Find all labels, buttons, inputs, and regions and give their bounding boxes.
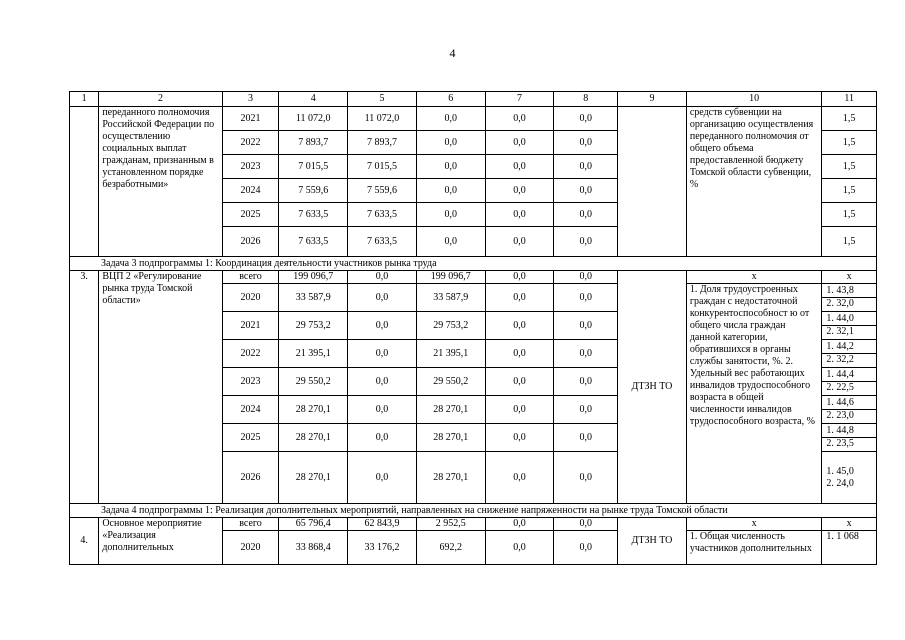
indicator-value [822,312,877,340]
year-cell: 2023 [222,368,279,396]
value-cell: 692,2 [416,531,485,565]
value-cell: 11 072,0 [279,107,348,131]
indicator-value-2: 2. 23,5 [822,437,876,450]
indicator-value [822,424,877,452]
value-cell: 0,0 [485,227,554,257]
value-cell: 28 270,1 [279,396,348,424]
executor-cell: ДТЗН ТО [618,518,687,565]
indicator-value: 1,5 [822,131,877,155]
value-cell: 0,0 [554,227,618,257]
year-cell: 2020 [222,531,279,565]
indicator-cell: средств субвенции на организацию осуществления переданного полномочия от общего объема предоставленной бюджету Томской области субвенции, % [686,107,822,257]
indicator-value: 1,5 [822,155,877,179]
row-number: 4. [70,518,99,565]
value-cell: 0,0 [348,424,417,452]
header-cell: 6 [416,92,485,107]
page-number: 4 [449,46,456,60]
header-cell: 4 [279,92,348,107]
year-cell: 2026 [222,227,279,257]
year-cell: всего [222,518,279,531]
value-cell: 33 868,4 [279,531,348,565]
value-cell: 0,0 [485,312,554,340]
value-cell: 0,0 [348,284,417,312]
indicator-x: x [686,518,822,531]
year-cell: 2024 [222,396,279,424]
year-cell: 2023 [222,155,279,179]
indicator-value-2: 2. 22,5 [822,381,876,394]
value-cell: 0,0 [485,396,554,424]
value-cell: 0,0 [554,396,618,424]
value-cell: 7 633,5 [279,227,348,257]
value-cell: 0,0 [348,312,417,340]
indicator-value-1: 1. 44,2 [826,341,854,352]
value-cell: 0,0 [485,179,554,203]
value-cell: 0,0 [416,155,485,179]
value-cell: 28 270,1 [416,396,485,424]
value-cell: 0,0 [554,271,618,284]
value-cell: 21 395,1 [279,340,348,368]
value-cell: 0,0 [485,452,554,504]
header-cell: 9 [618,92,687,107]
executor-cell: ДТЗН ТО [618,271,687,504]
header-cell: 10 [686,92,822,107]
indicator-value: 1. 1 068 [822,531,877,565]
section-title: Задача 3 подпрограммы 1: Координация деятельности участников рынка труда [70,257,877,271]
indicator-cell: 1. Общая численность участников дополнительных [686,531,822,565]
indicator-cell: 1. Доля трудоустроенных граждан с недостаточной конкурентоспособност ю от общего числа граждан данной категории, обратившихся в органы службы занятости, %. 2. Удельный вес работающих инвалидов трудоспособного возраста в общей численности инвалидов трудоспособного возраста, % [686,284,822,504]
value-cell: 0,0 [485,284,554,312]
activity-name: переданного полномочия Российской Федерации по осуществлению социальных выплат гражданам, признанным в установленном порядке безработными» [99,107,222,257]
indicator-x: x [822,271,877,284]
value-cell: 7 015,5 [279,155,348,179]
value-cell: 0,0 [554,518,618,531]
value-cell: 0,0 [554,107,618,131]
header-cell: 7 [485,92,554,107]
indicator-value-2: 2. 24,0 [826,477,854,489]
value-cell: 0,0 [554,155,618,179]
activity-name: ВЦП 2 «Регулирование рынка труда Томской области» [99,271,222,504]
table-row [70,518,877,531]
value-cell: 7 015,5 [348,155,417,179]
value-cell: 33 587,9 [279,284,348,312]
year-cell: 2025 [222,424,279,452]
value-cell: 7 559,6 [348,179,417,203]
value-cell: 0,0 [485,340,554,368]
indicator-value-1: 1. 44,6 [826,397,854,408]
indicator-value-1: 1. 44,0 [826,313,854,324]
num-cell [70,107,99,257]
value-cell: 29 753,2 [416,312,485,340]
value-cell: 0,0 [554,531,618,565]
value-cell: 0,0 [348,396,417,424]
value-cell: 0,0 [348,271,417,284]
value-cell: 0,0 [554,424,618,452]
value-cell: 0,0 [416,107,485,131]
value-cell: 0,0 [554,340,618,368]
row-number: 3. [70,271,99,504]
value-cell: 0,0 [485,107,554,131]
indicator-value [822,396,877,424]
value-cell: 33 587,9 [416,284,485,312]
value-cell: 0,0 [416,227,485,257]
budget-table [69,91,877,565]
value-cell: 0,0 [485,131,554,155]
value-cell: 0,0 [485,518,554,531]
header-cell: 11 [822,92,877,107]
header-cell: 1 [70,92,99,107]
section-row [70,257,877,271]
value-cell: 0,0 [554,179,618,203]
indicator-value [822,452,877,504]
value-cell: 21 395,1 [416,340,485,368]
value-cell: 62 843,9 [348,518,417,531]
indicator-value: 1,5 [822,203,877,227]
table-row [70,107,877,131]
indicator-value [822,284,877,312]
indicator-value-1: 1. 44,8 [826,425,854,436]
value-cell: 7 633,5 [348,203,417,227]
year-cell: 2021 [222,107,279,131]
value-cell: 29 550,2 [416,368,485,396]
value-cell: 28 270,1 [279,424,348,452]
indicator-value-2: 2. 32,1 [822,325,876,338]
indicator-value-2: 2. 32,2 [822,353,876,366]
indicator-value: 1,5 [822,107,877,131]
value-cell: 0,0 [416,131,485,155]
executor-cell [618,107,687,257]
indicator-x: x [686,271,822,284]
value-cell: 0,0 [554,312,618,340]
value-cell: 0,0 [554,368,618,396]
value-cell: 0,0 [485,155,554,179]
value-cell: 33 176,2 [348,531,417,565]
year-cell: 2024 [222,179,279,203]
value-cell: 11 072,0 [348,107,417,131]
value-cell: 2 952,5 [416,518,485,531]
value-cell: 28 270,1 [416,424,485,452]
value-cell: 0,0 [348,452,417,504]
value-cell: 0,0 [416,179,485,203]
year-cell: 2022 [222,340,279,368]
year-cell: 2020 [222,284,279,312]
table-row [70,271,877,284]
header-row [70,92,877,107]
value-cell: 0,0 [348,368,417,396]
value-cell: 0,0 [554,452,618,504]
value-cell: 28 270,1 [416,452,485,504]
indicator-value-1: 1. 45,0 [826,465,854,477]
value-cell: 7 559,6 [279,179,348,203]
value-cell: 0,0 [554,203,618,227]
section-title: Задача 4 подпрограммы 1: Реализация дополнительных мероприятий, направленных на снижение напряженности на рынке труда Томской области [70,504,877,518]
year-cell: 2022 [222,131,279,155]
header-cell: 8 [554,92,618,107]
value-cell: 7 633,5 [279,203,348,227]
value-cell: 0,0 [554,131,618,155]
value-cell: 0,0 [416,203,485,227]
indicator-value [822,368,877,396]
value-cell: 7 893,7 [279,131,348,155]
value-cell: 199 096,7 [279,271,348,284]
indicator-x: x [822,518,877,531]
value-cell: 65 796,4 [279,518,348,531]
indicator-value-1: 1. 44,4 [826,369,854,380]
header-cell: 2 [99,92,222,107]
year-cell: 2021 [222,312,279,340]
value-cell: 28 270,1 [279,452,348,504]
indicator-value: 1,5 [822,179,877,203]
indicator-value [822,340,877,368]
activity-name: Основное мероприятие «Реализация дополнительных [99,518,222,565]
value-cell: 199 096,7 [416,271,485,284]
value-cell: 0,0 [485,368,554,396]
value-cell: 29 550,2 [279,368,348,396]
year-cell: всего [222,271,279,284]
value-cell: 0,0 [485,203,554,227]
indicator-value: 1,5 [822,227,877,257]
indicator-value-2: 2. 23,0 [822,409,876,422]
value-cell: 0,0 [554,284,618,312]
value-cell: 7 633,5 [348,227,417,257]
indicator-value-1: 1. 43,8 [826,285,854,296]
header-cell: 3 [222,92,279,107]
value-cell: 0,0 [348,340,417,368]
value-cell: 29 753,2 [279,312,348,340]
year-cell: 2026 [222,452,279,504]
section-row [70,504,877,518]
value-cell: 0,0 [485,531,554,565]
value-cell: 0,0 [485,271,554,284]
header-cell: 5 [348,92,417,107]
value-cell: 7 893,7 [348,131,417,155]
year-cell: 2025 [222,203,279,227]
indicator-value-2: 2. 32,0 [822,297,876,310]
value-cell: 0,0 [485,424,554,452]
